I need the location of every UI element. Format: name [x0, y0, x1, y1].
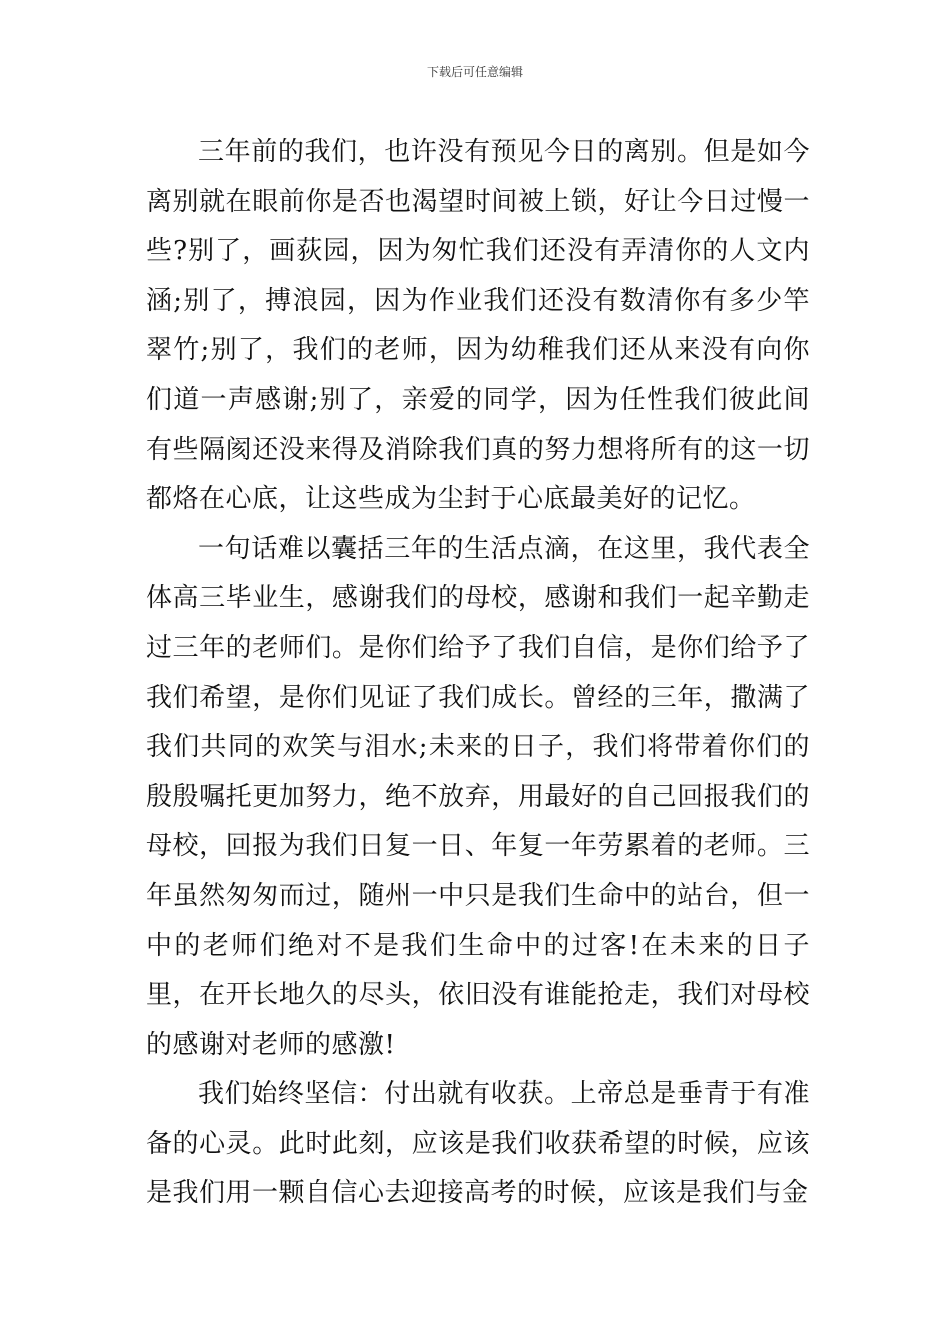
paragraph-3: 我们始终坚信：付出就有收获。上帝总是垂青于有准备的心灵。此时此刻，应该是我们收获希望的时候，应该是我们用一颗自信心去迎接高考的时候，应该是我们与金 [146, 1079, 810, 1209]
paragraph-2: 一句话难以囊括三年的生活点滴，在这里，我代表全体高三毕业生，感谢我们的母校，感谢和我们一起辛勤走过三年的老师们。是你们给予了我们自信，是你们给予了我们希望，是你们见证了我们成长。曾经的三年，撒满了我们共同的欢笑与泪水;未来的日子，我们将带着你们的殷殷嘱托更加努力，绝不放弃，用最好的自己回报我们的母校，回报为我们日复一日、年复一年劳累着的老师。三年虽然匆匆而过，随州一中只是我们生命中的站台，但一中的老师们绝对不是我们生命中的过客!在未来的日子里，在开长地久的尽头，依旧没有谁能抢走，我们对母校的感谢对老师的感激! [146, 533, 810, 1060]
document-body [146, 128, 810, 1219]
page-header-note: 下载后可任意编辑 [426, 65, 523, 79]
paragraph-1: 三年前的我们，也许没有预见今日的离别。但是如今离别就在眼前你是否也渴望时间被上锁，好让今日过慢一些?别了，画荻园，因为匆忙我们还没有弄清你的人文内涵;别了，搏浪园，因为作业我们还没有数清你有多少竿翠竹;别了，我们的老师，因为幼稚我们还从来没有向你们道一声感谢;别了，亲爱的同学，因为任性我们彼此间有些隔阂还没来得及消除我们真的努力想将所有的这一切都烙在心底，让这些成为尘封于心底最美好的记忆。 [146, 137, 810, 515]
